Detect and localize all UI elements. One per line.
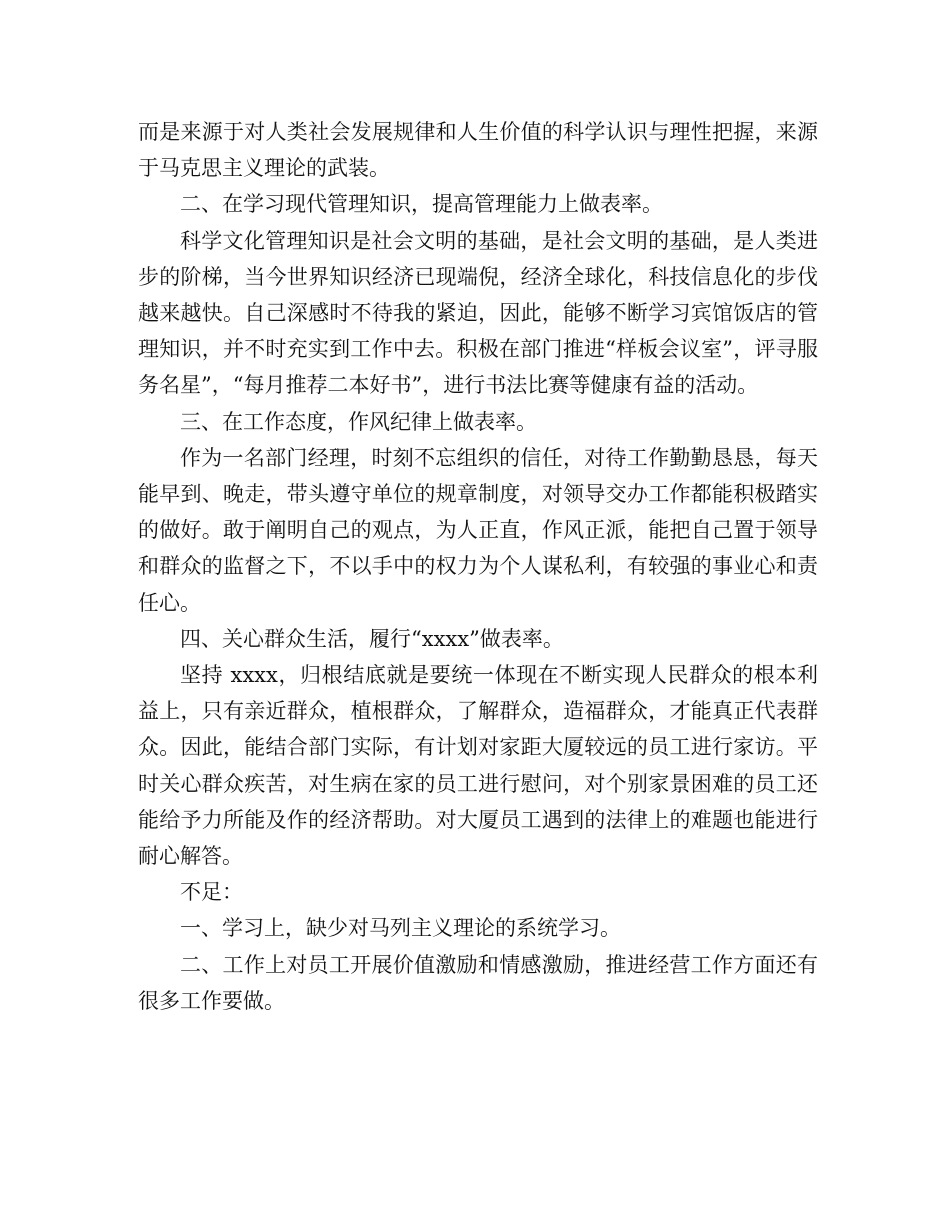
section-heading-4: 四、关心群众生活，履行“xxxx”做表率。 <box>180 626 564 651</box>
paragraph-continuation: 而是来源于对人类社会发展规律和人生价值的科学认识与理性把握，来源于马克思主义理论的武装。 <box>138 120 818 181</box>
paragraph-care-for-masses: 坚持 xxxx，归根结底就是要统一体现在不断实现人民群众的根本利益上，只有亲近群众，植根群众，了解群众，造福群众，才能真正代表群众。因此，能结合部门实际，有计划对家距大厦较远的员工进行家访。平时关心群众疾苦，对生病在家的员工进行慰问，对个别家景困难的员工还能给予力所能及作的经济帮助。对大厦员工遇到的法律上的难题也能进行耐心解答。 <box>138 663 818 869</box>
shortcomings-heading: 不足： <box>180 880 243 905</box>
section-heading-3: 三、在工作态度，作风纪律上做表率。 <box>180 409 537 434</box>
section-heading-2: 二、在学习现代管理知识，提高管理能力上做表率。 <box>180 192 663 217</box>
paragraph-management-knowledge: 科学文化管理知识是社会文明的基础，是社会文明的基础，是人类进步的阶梯，当今世界知识经济已现端倪，经济全球化，科技信息化的步伐越来越快。自己深感时不待我的紧迫，因此，能够不断学习宾馆饭店的管理知识，并不时充实到工作中去。积极在部门推进“样板会议室”，评寻服务名星”，“每月推荐二本好书”，进行书法比赛等健康有益的活动。 <box>138 228 818 398</box>
shortcoming-item-1: 一、学习上，缺少对马列主义理论的系统学习。 <box>180 916 621 941</box>
paragraph-work-attitude: 作为一名部门经理，时刻不忘组织的信任，对待工作勤勤恳恳，每天能早到、晚走，带头遵守单位的规章制度，对领导交办工作都能积极踏实的做好。敢于阐明自己的观点，为人正直，作风正派，能把自己置于领导和群众的监督之下，不以手中的权力为个人谋私利，有较强的事业心和责任心。 <box>138 445 818 615</box>
shortcoming-item-2: 二、工作上对员工开展价值激励和情感激励，推进经营工作方面还有很多工作要做。 <box>138 952 818 1013</box>
document-body <box>138 114 818 1019</box>
